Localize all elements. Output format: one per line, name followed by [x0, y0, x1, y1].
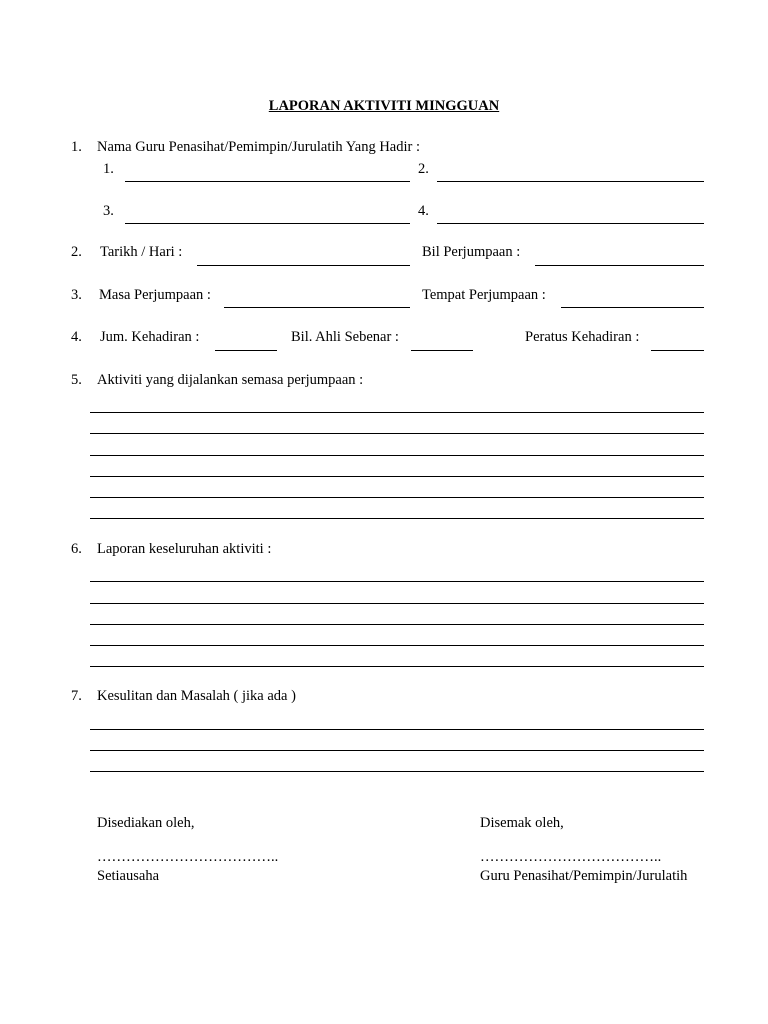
- page-title: LAPORAN AKTIVITI MINGGUAN: [268, 98, 500, 114]
- date-day-label: Tarikh / Hari :: [100, 244, 183, 260]
- reviewed-by-signature-line[interactable]: ………………………………..: [480, 849, 662, 865]
- attendance-percent-field[interactable]: [651, 350, 704, 351]
- prepared-by-signature-line[interactable]: ………………………………..: [97, 849, 279, 865]
- q1-number: 1.: [71, 139, 82, 155]
- q5-number: 5.: [71, 372, 82, 388]
- activities-line[interactable]: [90, 497, 704, 498]
- overall-report-line[interactable]: [90, 624, 704, 625]
- q1-sub4-number: 4.: [418, 203, 429, 219]
- q7-number: 7.: [71, 688, 82, 704]
- date-day-field[interactable]: [197, 265, 410, 266]
- q1-sub3-field[interactable]: [125, 223, 410, 224]
- meeting-time-field[interactable]: [224, 307, 410, 308]
- prepared-by-role: Setiausaha: [97, 868, 160, 884]
- problems-label: Kesulitan dan Masalah ( jika ada ): [97, 688, 296, 704]
- q1-sub2-number: 2.: [418, 161, 429, 177]
- problems-line[interactable]: [90, 771, 704, 772]
- overall-report-line[interactable]: [90, 603, 704, 604]
- meeting-count-field[interactable]: [535, 265, 704, 266]
- attendance-count-field[interactable]: [215, 350, 277, 351]
- activities-line[interactable]: [90, 476, 704, 477]
- activities-line[interactable]: [90, 518, 704, 519]
- overall-report-line[interactable]: [90, 581, 704, 582]
- activities-label: Aktiviti yang dijalankan semasa perjumpaan :: [97, 372, 364, 388]
- q3-number: 3.: [71, 287, 82, 303]
- meeting-count-label: Bil Perjumpaan :: [422, 244, 521, 260]
- overall-report-label: Laporan keseluruhan aktiviti :: [97, 541, 272, 557]
- actual-members-label: Bil. Ahli Sebenar :: [291, 329, 399, 345]
- q1-sub3-number: 3.: [103, 203, 114, 219]
- meeting-place-label: Tempat Perjumpaan :: [422, 287, 546, 303]
- activities-line[interactable]: [90, 412, 704, 413]
- q6-number: 6.: [71, 541, 82, 557]
- overall-report-line[interactable]: [90, 666, 704, 667]
- overall-report-line[interactable]: [90, 645, 704, 646]
- actual-members-field[interactable]: [411, 350, 473, 351]
- q1-sub1-field[interactable]: [125, 181, 410, 182]
- q1-sub4-field[interactable]: [437, 223, 704, 224]
- prepared-by-heading: Disediakan oleh,: [97, 815, 195, 831]
- q4-number: 4.: [71, 329, 82, 345]
- activities-line[interactable]: [90, 455, 704, 456]
- reviewed-by-heading: Disemak oleh,: [480, 815, 564, 831]
- q2-number: 2.: [71, 244, 82, 260]
- reviewed-by-role: Guru Penasihat/Pemimpin/Jurulatih: [480, 868, 688, 884]
- meeting-place-field[interactable]: [561, 307, 704, 308]
- problems-line[interactable]: [90, 729, 704, 730]
- attendance-count-label: Jum. Kehadiran :: [100, 329, 200, 345]
- q1-label: Nama Guru Penasihat/Pemimpin/Jurulatih Yang Hadir :: [97, 139, 420, 155]
- attendance-percent-label: Peratus Kehadiran :: [525, 329, 640, 345]
- q1-sub1-number: 1.: [103, 161, 114, 177]
- activities-line[interactable]: [90, 433, 704, 434]
- problems-line[interactable]: [90, 750, 704, 751]
- meeting-time-label: Masa Perjumpaan :: [99, 287, 211, 303]
- q1-sub2-field[interactable]: [437, 181, 704, 182]
